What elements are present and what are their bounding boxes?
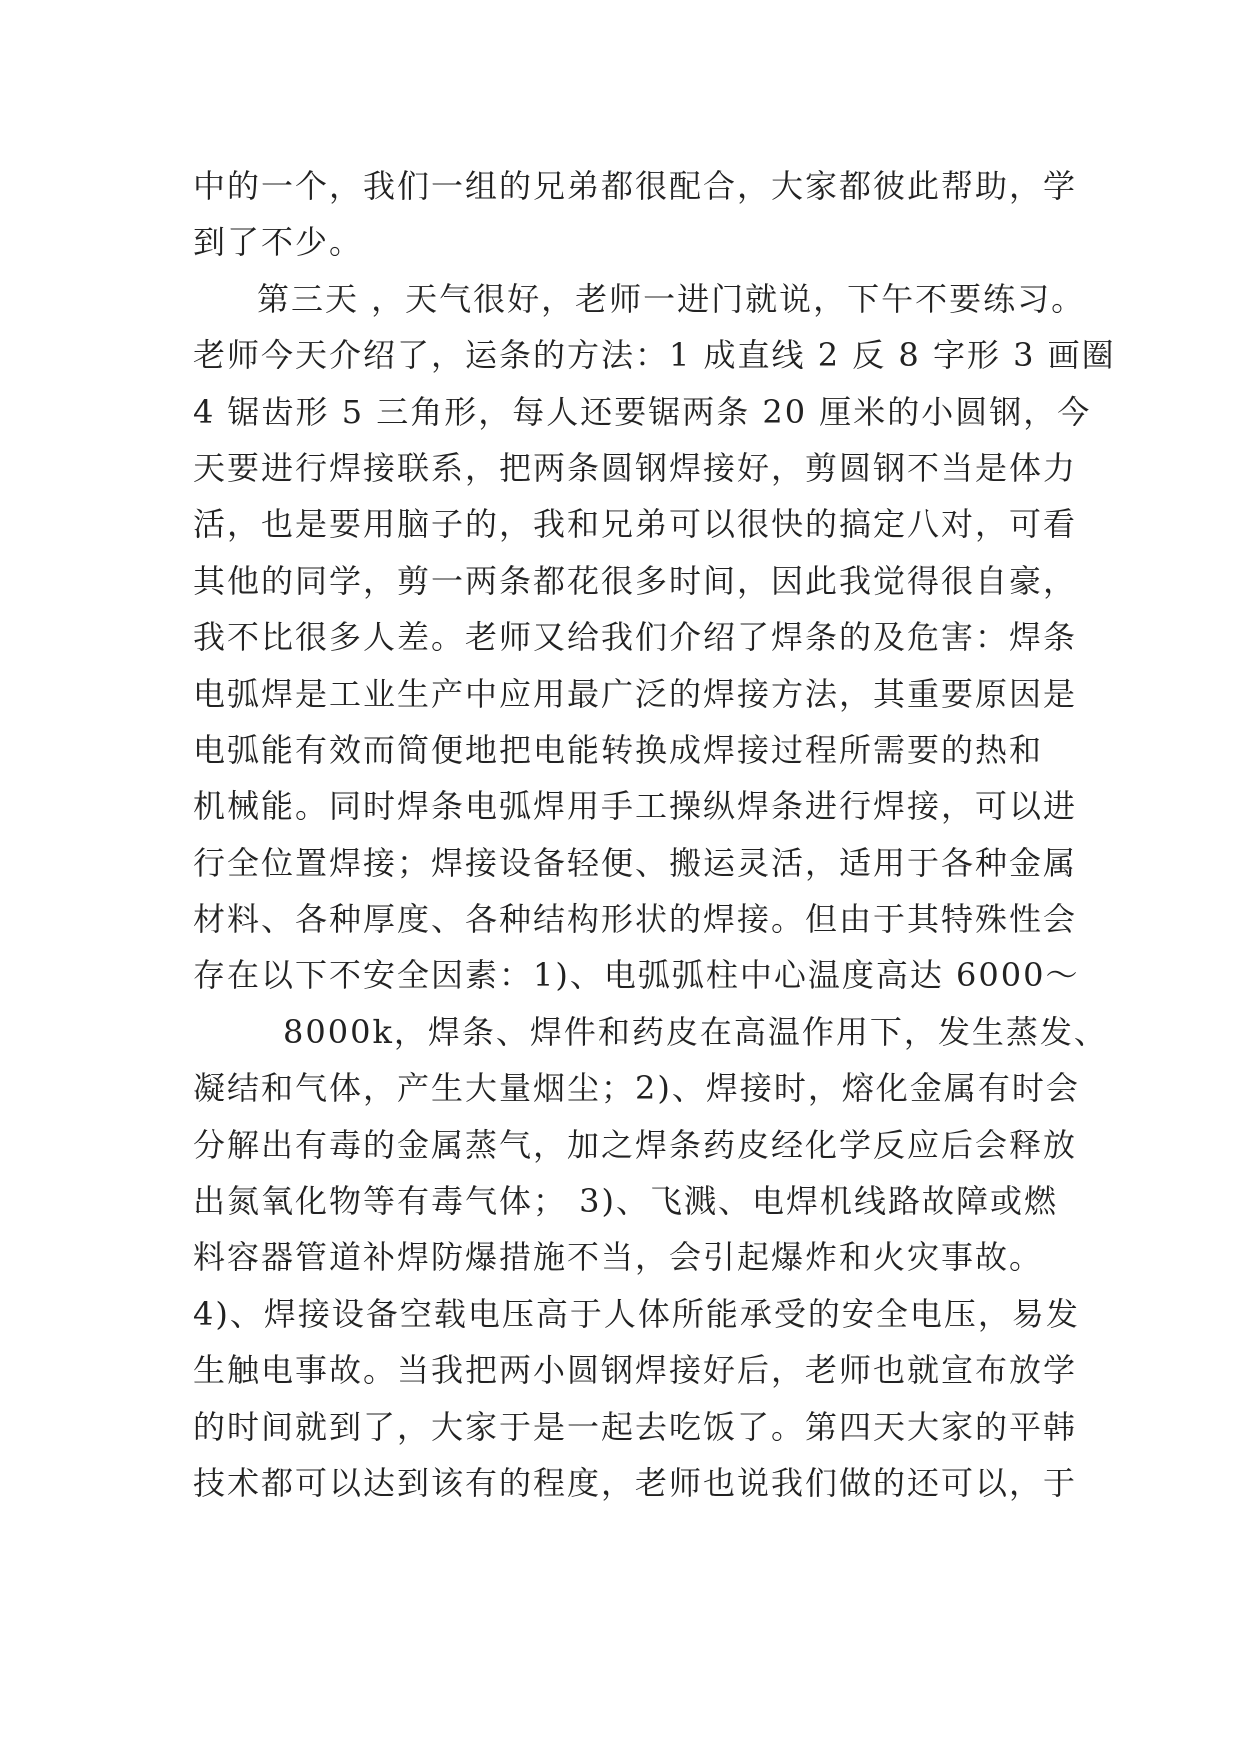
text-line: 存在以下不安全因素：1)、电弧弧柱中心温度高达 6000～ xyxy=(193,956,1080,995)
text-line: 材料、各种厚度、各种结构形状的焊接。但由于其特殊性会 xyxy=(193,900,1078,939)
text-line: 电弧能有效而简便地把电能转换成焊接过程所需要的热和 xyxy=(193,730,1044,769)
text-line: 机械能。同时焊条电弧焊用手工操纵焊条进行焊接，可以进 xyxy=(193,787,1078,826)
text-line: 到了不少。 xyxy=(193,223,364,262)
text-line: 电弧焊是工业生产中应用最广泛的焊接方法，其重要原因是 xyxy=(193,674,1078,713)
text-line: 活，也是要用脑子的，我和兄弟可以很快的搞定八对，可看 xyxy=(193,505,1078,544)
text-line: 老师今天介绍了，运条的方法：1 成直线 2 反 8 字形 3 画圈 xyxy=(193,336,1116,375)
text-line: 的时间就到了，大家于是一起去吃饭了。第四天大家的平韩 xyxy=(193,1407,1078,1446)
text-line: 天要进行焊接联系，把两条圆钢焊接好，剪圆钢不当是体力 xyxy=(193,448,1078,487)
text-line: 4 锯齿形 5 三角形，每人还要锯两条 20 厘米的小圆钢，今 xyxy=(193,392,1092,431)
text-line: 出氮氧化物等有毒气体； 3)、飞溅、电焊机线路故障或燃 xyxy=(193,1182,1059,1221)
text-line: 我不比很多人差。老师又给我们介绍了焊条的及危害：焊条 xyxy=(193,618,1078,657)
text-line: 其他的同学，剪一两条都花很多时间，因此我觉得很自豪， xyxy=(193,561,1078,600)
text-line: 技术都可以达到该有的程度，老师也说我们做的还可以，于 xyxy=(193,1463,1078,1502)
text-line: 凝结和气体，产生大量烟尘；2)、焊接时，熔化金属有时会 xyxy=(193,1069,1080,1108)
text-line: 4)、焊接设备空载电压高于人体所能承受的安全电压，易发 xyxy=(193,1294,1080,1333)
text-line: 中的一个，我们一组的兄弟都很配合，大家都彼此帮助，学 xyxy=(193,167,1078,205)
body-text xyxy=(193,158,1116,1511)
paragraph-start-line: 8000k，焊条、焊件和药皮在高温作用下，发生蒸发、 xyxy=(283,1012,1108,1051)
paragraph-start-line: 第三天 ，天气很好，老师一进门就说，下午不要练习。 xyxy=(257,279,1086,318)
text-line: 生触电事故。当我把两小圆钢焊接好后，老师也就宣布放学 xyxy=(193,1351,1078,1390)
text-line: 分解出有毒的金属蒸气，加之焊条药皮经化学反应后会释放 xyxy=(193,1125,1078,1164)
text-line: 行全位置焊接；焊接设备轻便、搬运灵活，适用于各种金属 xyxy=(193,843,1078,882)
text-line: 料容器管道补焊防爆措施不当，会引起爆炸和火灾事故。 xyxy=(193,1238,1044,1277)
